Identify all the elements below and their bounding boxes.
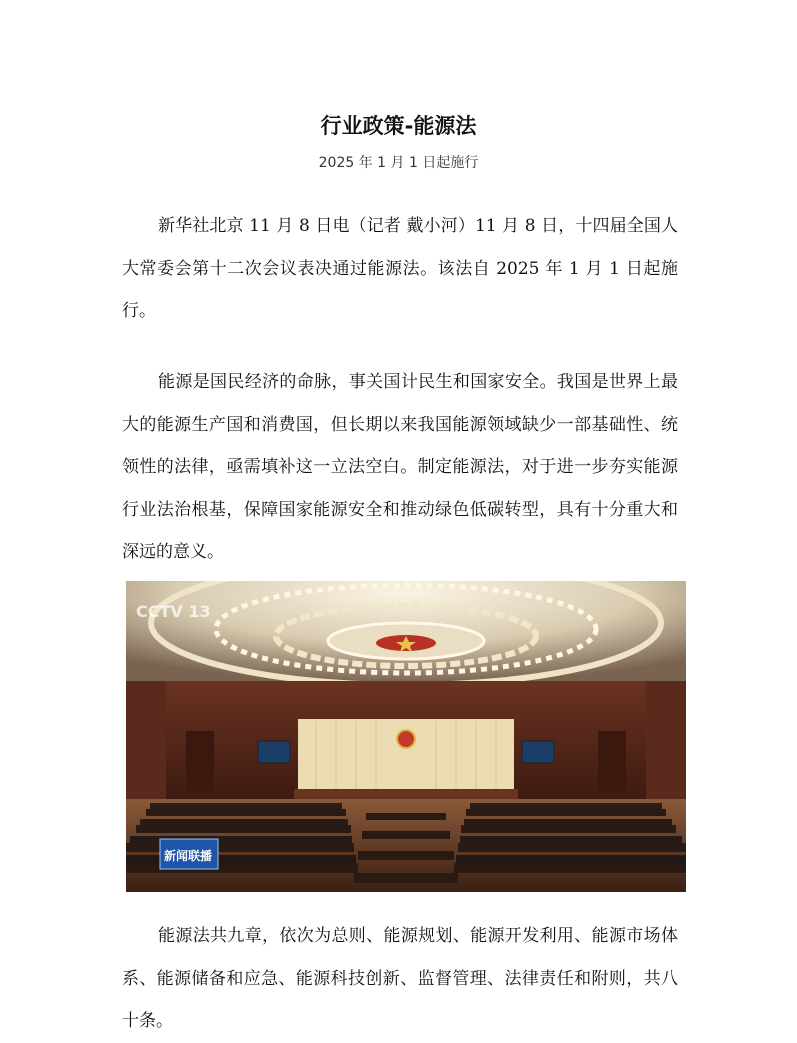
paragraph-structure: 能源法共九章，依次为总则、能源规划、能源开发利用、能源市场体系、能源储备和应急、能源科技创新、监督管理、法律责任和附则，共八十条。 xyxy=(122,926,678,1031)
paragraph-intro: 新华社北京 11 月 8 日电（记者 戴小河）11 月 8 日，十四届全国人大常委会第十二次会议表决通过能源法。该法自 2025 年 1 月 1 日起施行。 xyxy=(122,216,678,321)
session-photo xyxy=(126,581,686,892)
cctv-logo: CCTV 13 xyxy=(136,602,211,621)
program-logo: 新闻联播 xyxy=(164,849,213,863)
page-subtitle: 2025 年 1 月 1 日起施行 xyxy=(318,155,479,171)
paragraph-significance: 能源是国民经济的命脉，事关国计民生和国家安全。我国是世界上最大的能源生产国和消费国，但长期以来我国能源领域缺少一部基础性、统领性的法律，亟需填补这一立法空白。制定能源法，对于进一步夯实能源行业法治根基，保障国家能源安全和推动绿色低碳转型，具有十分重大和深远的意义。 xyxy=(122,372,678,562)
page-title: 行业政策-能源法 xyxy=(320,114,477,138)
